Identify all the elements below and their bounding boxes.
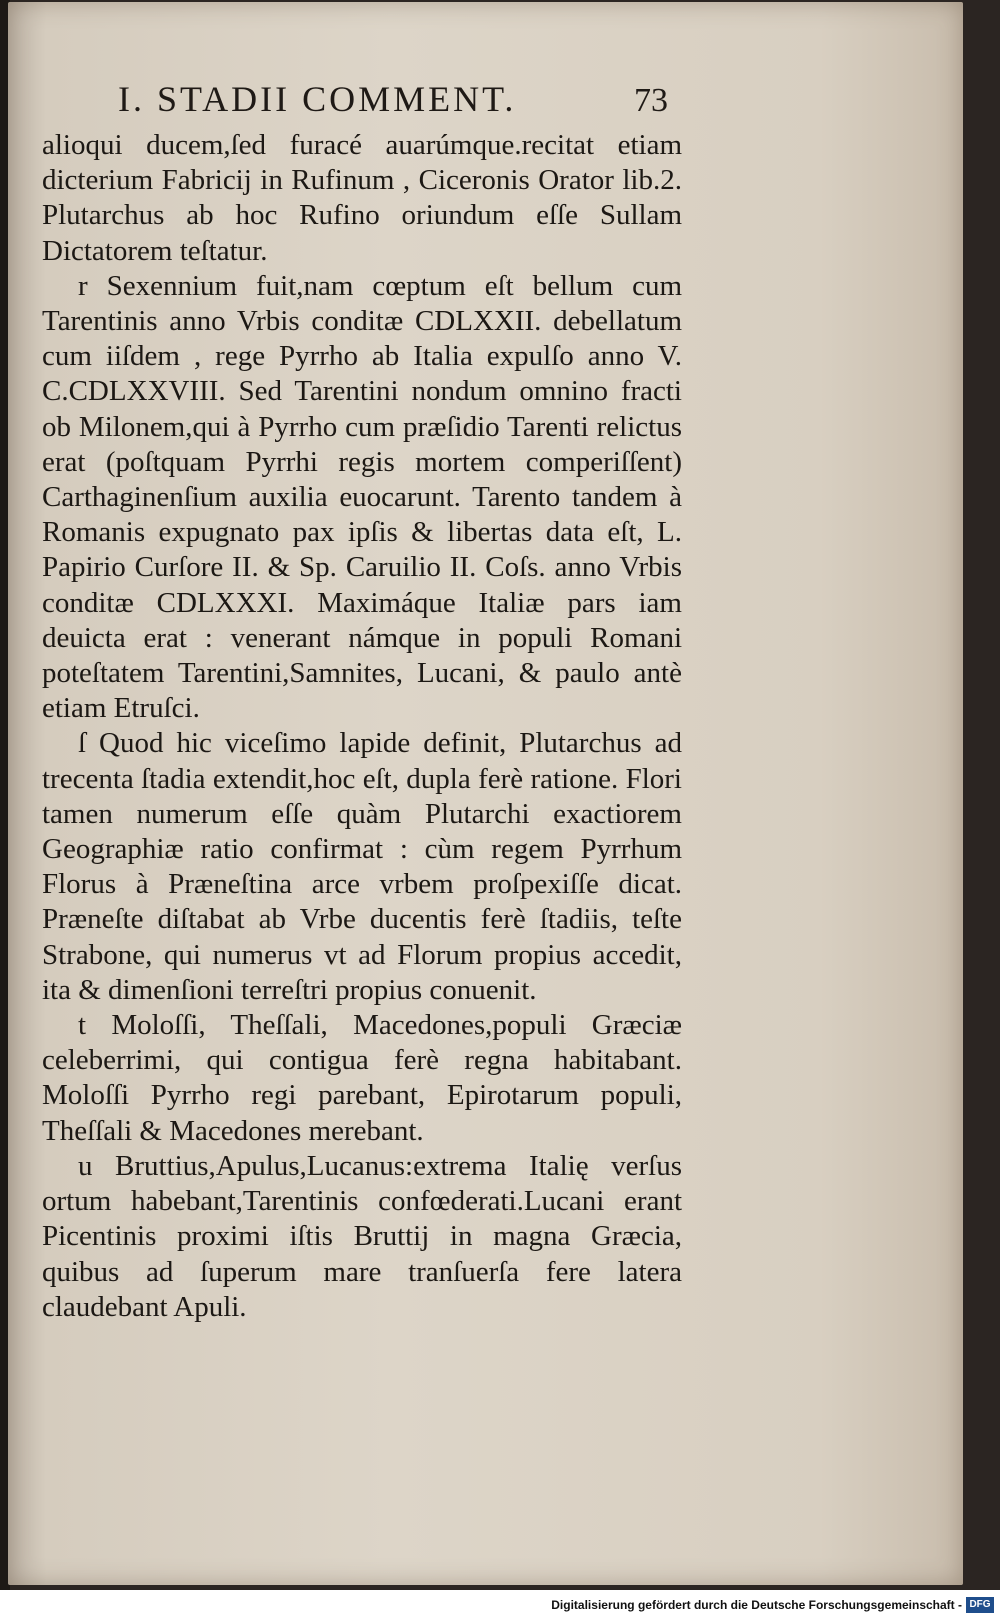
digitization-footer [0,1590,1000,1623]
paragraph-note-r: r Sexennium fuit,nam cœptum eſt bellum cum Tarentinis anno Vrbis conditæ CDLXXII. debellatum cum iiſdem , rege Pyrrho ab Italia expulſo anno V. C.CDLXXVIII. Sed Tarentini nondum omnino fracti ob Milonem,qui à Pyrrho cum præſidio Tarenti relictus erat (poſtquam Pyrrhi regis mortem comperiſſent) Carthaginenſium auxilia euocarunt. Tarento tandem à Romanis expugnato pax ipſis & libertas data eſt, L. Papirio Curſore II. & Sp. Caruilio II. Coſs. anno Vrbis conditæ CDLXXXI. Maximáque Italiæ pars iam deuicta erat : venerant námque in populi Romani poteſtatem Tarentini,Samnites, Lucani, & paulo antè etiam Etruſci. [42,269,682,725]
paragraph-note-s: ſ Quod hic viceſimo lapide definit, Plutarchus ad trecenta ſtadia extendit,hoc eſt, dupla ferè ratione. Flori tamen numerum eſſe quàm Plutarchi exactiorem Geographiæ ratio confirmat : cùm regem Pyrrhum Florus à Præneſtina arce vrbem proſpexiſſe dicat. Præneſte diſtabat ab Vrbe ducentis ferè ſtadiis, teſte Strabone, qui numerus vt ad Florum propius accedit, ita & dimenſioni terreſtri propius conuenit. [42,727,682,1006]
paragraph-note-t: t Moloſſi, Theſſali, Macedones,populi Græciæ celeberrimi, qui contigua ferè regna habitabant. Moloſſi Pyrrho regi parebant, Epirotarum populi, Theſſali & Macedones merebant. [42,1009,682,1147]
running-head: I. STADII COMMENT. [118,79,517,119]
paragraph-1: alioqui ducem,ſed furacé auarúmque.recitat etiam dicterium Fabricij in Rufinum , Ciceronis Orator lib.2. Plutarchus ab hoc Rufino oriundum eſſe Sullam Dictatorem teſtatur. [42,129,682,267]
dfg-logo-icon: DFG [966,1597,994,1613]
paragraph-note-u: u Bruttius,Apulus,Lucanus:extrema Italię verſus ortum habebant,Tarentinis confœderati.Lucani erant Picentinis proximi iſtis Bruttij in magna Græcia, quibus ad ſuperum mare tranſuerſa fere latera claudebant Apuli. [42,1149,682,1323]
main-text [42,128,682,1325]
page-number: 73 [634,82,668,119]
funding-credit: Digitalisierung gefördert durch die Deutsche Forschungsgemeinschaft - [551,1598,962,1612]
